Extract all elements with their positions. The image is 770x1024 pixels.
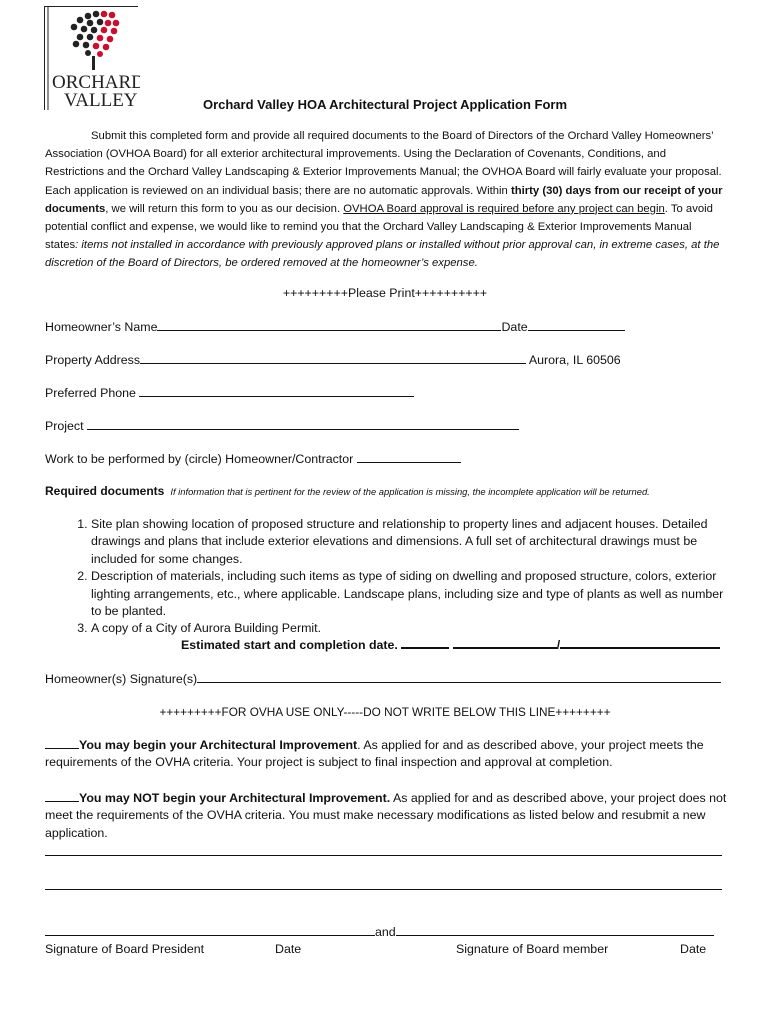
property-address-field[interactable]: [140, 362, 526, 364]
approval-paragraph: You may begin your Architectural Improvement. As applied for and as described above, your project meets the requirements of the OVHA criteria. Your project is subject to final inspection and approval at completion.: [45, 738, 704, 770]
board-signature-lines: [45, 925, 714, 939]
required-documents-label: Required documents: [45, 484, 165, 498]
board-president-signature-field[interactable]: [45, 934, 375, 936]
homeowner-signature-row: [45, 672, 721, 686]
homeowner-signature-label: Homeowner(s) Signature(s): [45, 672, 198, 686]
city-state-zip: Aurora, IL 60506: [528, 353, 621, 367]
homeowner-name-field[interactable]: [157, 329, 501, 331]
project-field[interactable]: [87, 428, 519, 430]
please-print-banner: +++++++++Please Print++++++++++: [282, 286, 488, 300]
homeowner-name-row: [45, 320, 625, 334]
homeowner-signature-field[interactable]: [197, 681, 721, 683]
sig-president-label: Signature of Board President: [45, 942, 205, 956]
list-item: 1. Site plan showing location of proposed structure and relationship to property lines and adjacent houses. Detailed drawings and plans that include exterior elevations and dimensions. A full set of architectural drawings must be included for some changes.: [91, 516, 730, 568]
denial-checkbox-line[interactable]: [45, 800, 79, 802]
intro-paragraph: Submit this completed form and provide all required documents to the Board of Directors of the Orchard Valley Homeowners’ Association (OVHOA Board) for all exterior architectural improvements. Using the Declaration of Covenants, Conditions, and Restrictions and the Orchard Valley Landscaping & Exterior Improvements Manual; the OVHOA Board will fairly evaluate your proposal. Each application is reviewed on an individual basis; there are no automatic approvals. Within thirty (30) days from our receipt of your documents, we will return this form to you as our decision. OVHOA Board approval is required before any project can begin. To avoid potential conflict and expense, we would like to remind you that the Orchard Valley Landscaping & Exterior Improvements Manual states: items not installed in accordance with previously approved plans or installed without prior approval can, in extreme cases, at the discretion of the Board of Directors, be ordered removed at the homeowner’s expense.: [45, 130, 723, 270]
modifications-line-2[interactable]: [45, 889, 722, 890]
sig-member-label: Signature of Board member: [456, 942, 609, 956]
property-address-row: [45, 353, 621, 367]
project-row: [45, 419, 519, 433]
preferred-phone-label: Preferred Phone: [45, 386, 136, 400]
project-label: Project: [45, 419, 84, 433]
required-documents-note: If information that is pertinent for the review of the application is missing, the incomplete application will be returned.: [170, 486, 650, 497]
property-address-label: Property Address: [45, 353, 141, 367]
start-date-field[interactable]: [401, 646, 449, 649]
estimated-dates-row: Estimated start and completion date. /: [181, 638, 720, 652]
required-documents-header: [45, 484, 650, 498]
homeowner-name-label: Homeowner’s Name: [45, 320, 158, 334]
list-item: 2. Description of materials, including such items as type of siding on dwelling and proposed structure, colors, exterior lighting arrangements, etc., where applicable. Landscape plans, including size and type of plants as well as number to be planted.: [91, 568, 730, 620]
preferred-phone-row: [45, 386, 414, 400]
date-label: Date: [501, 320, 528, 334]
and-label: and: [375, 925, 396, 939]
approval-checkbox-line[interactable]: [45, 747, 79, 749]
date-label-1: Date: [275, 942, 302, 956]
orchard-valley-logo: [44, 6, 140, 110]
work-performed-field[interactable]: [357, 461, 461, 463]
work-performed-row: [45, 452, 461, 466]
ovha-use-only-banner: +++++++++FOR OVHA USE ONLY-----DO NOT WRITE BELOW THIS LINE++++++++: [159, 705, 611, 719]
date-label-2: Date: [680, 942, 707, 956]
list-item: 3. A copy of a City of Aurora Building Permit.: [91, 620, 730, 637]
preferred-phone-field[interactable]: [139, 395, 414, 397]
modifications-line-1[interactable]: [45, 855, 722, 856]
denial-paragraph: You may NOT begin your Architectural Improvement. As applied for and as described above, your project does not meet the requirements of the OVHA criteria. You must make necessary modifications as listed below and resubmit a new application.: [45, 791, 727, 840]
required-documents-list: [45, 516, 730, 638]
svg-text:VALLEY: VALLEY: [64, 90, 138, 110]
work-performed-label: Work to be performed by (circle) Homeowner/Contractor: [45, 452, 354, 466]
board-member-signature-field[interactable]: [396, 934, 714, 936]
start-date-field-2[interactable]: [453, 646, 557, 649]
form-title: Orchard Valley HOA Architectural Project Application Form: [202, 97, 568, 112]
completion-date-field[interactable]: [560, 646, 720, 649]
date-field[interactable]: [528, 329, 625, 331]
estimated-dates-label: Estimated start and completion date.: [181, 638, 398, 652]
tree-logo-icon: [44, 6, 140, 110]
svg-text:ORCHARD: ORCHARD: [52, 72, 140, 93]
